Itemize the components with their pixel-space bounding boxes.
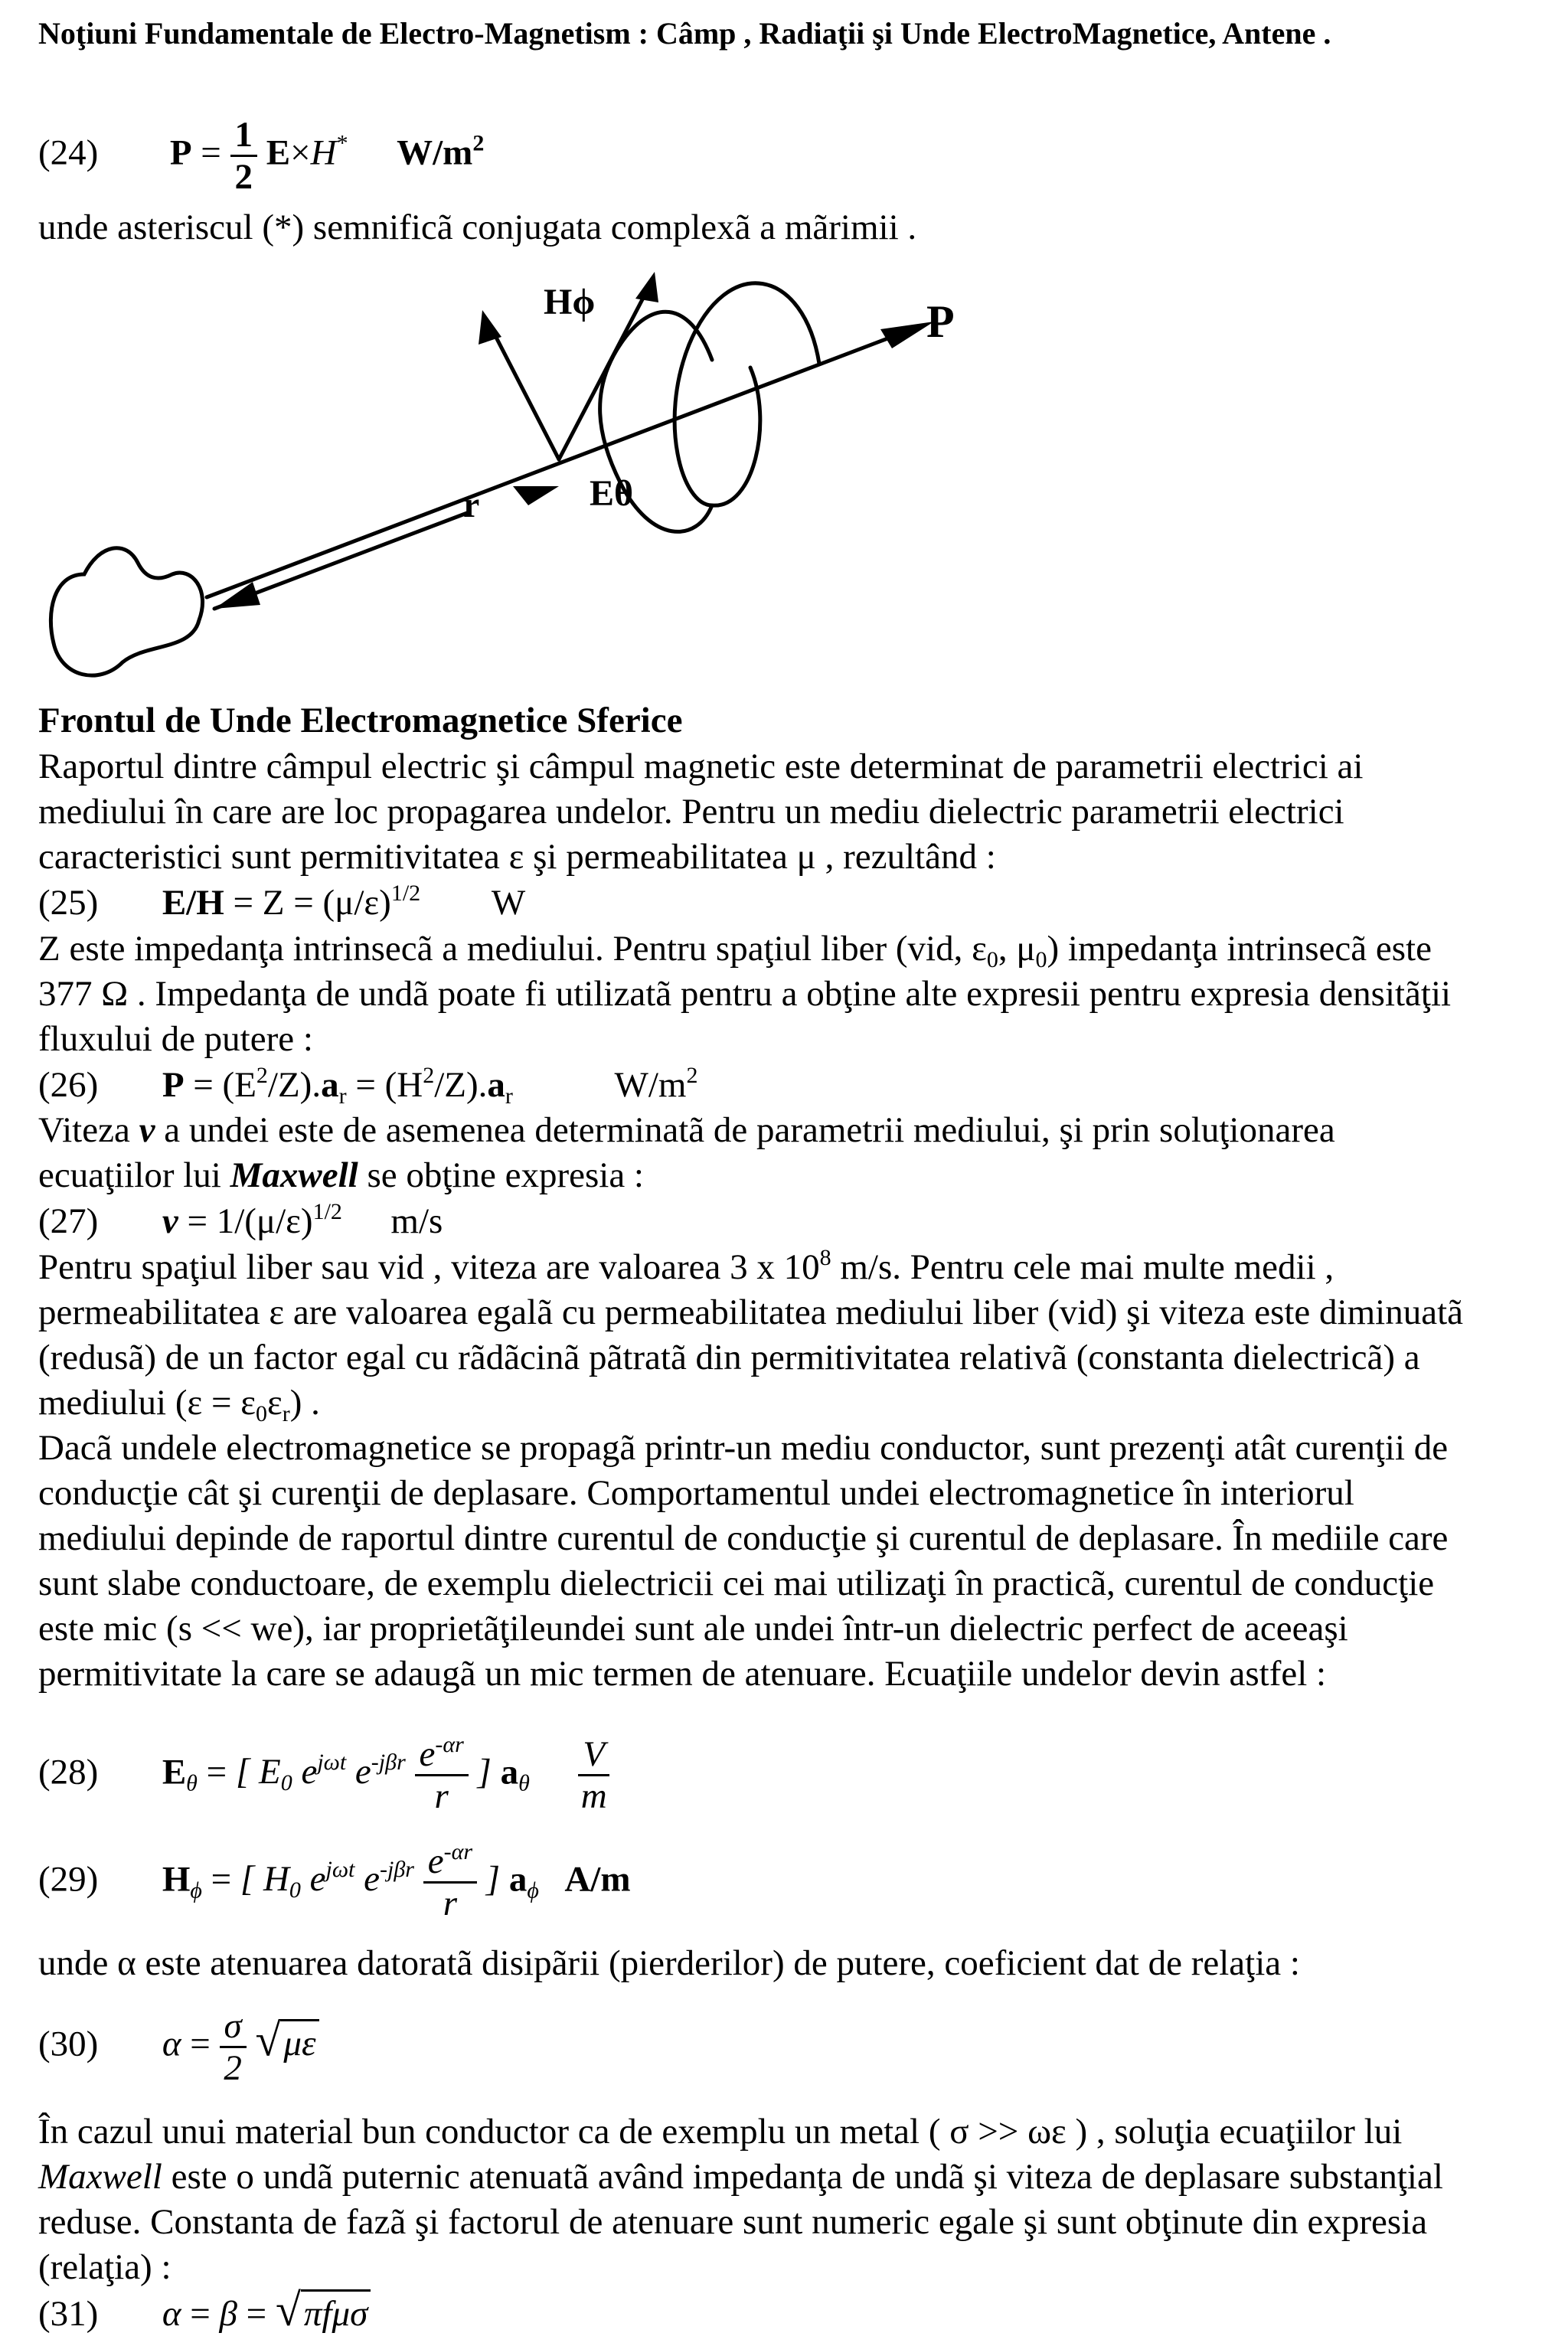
para7-line2: Maxwell este o undã puternic atenuatã având impedanţa de undã şi viteza de deplasare substanţial — [38, 2157, 1443, 2197]
equation-31: (31) α = β = √πfμσ — [38, 2288, 371, 2337]
note-24: unde asteriscul (*) semnificã conjugata complexã a mãrimii . — [38, 207, 917, 247]
para7-line4: (relaţia) : — [38, 2247, 172, 2287]
equation-26: (26) $P = (E^2/Z).a_r = (H^2/Z).a_r$ $W/m^2$ — [38, 1063, 698, 1109]
para3-line2: ecuaţiilor lui Maxwell se obţine expresia : — [38, 1155, 644, 1195]
para1-line3: caracteristici sunt permitivitatea ε şi permeabilitatea μ , rezultând : — [38, 837, 996, 877]
em-wave-figure — [38, 253, 1003, 697]
eq-lhs: P — [169, 132, 192, 173]
para2-line2: 377 Ω . Impedanţa de undã poate fi utilizatã pentru a obţine alte expresii pentru expresia densitãţii — [38, 974, 1452, 1014]
page-header: Noţiuni Fundamentale de Electro-Magnetism : Câmp , Radiaţii şi Unde ElectroMagnetice, Antene . — [38, 16, 1331, 51]
para7-line1: În cazul unui material bun conductor ca de exemplu un metal ( σ >> ωε ) , soluţia ecuaţiilor lui — [38, 2112, 1403, 2152]
equation-25: (25) $E/H = Z = (\mu/\varepsilon)^{1/2}$ W — [38, 881, 526, 923]
fraction: $\frac{e^{-\alpha r}}{r}$ — [415, 1734, 469, 1816]
fraction: $\frac{\sigma}{2}$ — [220, 2006, 247, 2088]
para4-line4: mediului $(\varepsilon = \varepsilon_0\varepsilon_r)$ . — [38, 1383, 320, 1426]
label-h-phi: Hϕ — [544, 282, 596, 322]
equation-29: (29) $H_\phi$ = [ $H_0$ $e^{j\omega t}$ $e^{-j\beta r}$ $\frac{e^{-\alpha r}}{r}$ ] $a_\phi$ A/m — [38, 1839, 631, 1923]
para5-line3: mediului depinde de raportul dintre curentul de conducţie şi curentul de deplasare. În mediile care — [38, 1518, 1449, 1558]
para5-line2: conducţie cât şi curenţii de deplasare. Comportamentul undei electromagnetice în interiorul — [38, 1473, 1354, 1513]
para4-line2: permeabilitatea ε are valoarea egalã cu permeabilitatea mediului liber (vid) şi viteza este diminuatã — [38, 1292, 1463, 1332]
label-e-theta: Eθ — [590, 473, 634, 514]
para4-line3: (redusã) de un factor egal cu rãdãcinã pãtratã din permitivitatea relativã (constanta dielectricã) a — [38, 1338, 1420, 1377]
para1-line2: mediului în care are loc propagarea undelor. Pentru un mediu dielectric parametrii electrici — [38, 792, 1344, 832]
para4-line1: Pentru spaţiul liber sau vid , viteza are valoarea 3 x $10^8$ m/s. Pentru cele mai multe medii , — [38, 1245, 1334, 1287]
para5-line1: Dacã undele electromagnetice se propagã printr-un mediu conductor, sunt prezenţi atât curenţii de — [38, 1428, 1449, 1468]
unit-fraction: $\frac{V}{m}$ — [578, 1734, 609, 1816]
para6: unde α este atenuarea datoratã disipãrii (pierderilor) de putere, coeficient dat de relaţia : — [38, 1943, 1300, 1983]
para5-line6: permitivitate la care se adaugã un mic termen de atenuare. Ecuaţiile undelor devin astfel : — [38, 1654, 1327, 1694]
fraction: $\frac{e^{-\alpha r}}{r}$ — [423, 1841, 477, 1923]
label-p: P — [926, 296, 955, 347]
para7-line3: reduse. Constanta de fazã şi factorul de atenuare sunt numeric egale şi sunt obţinute din expresia — [38, 2202, 1428, 2242]
fraction: $\frac{1}{2}$ — [230, 115, 258, 197]
eq-number: (24) — [38, 132, 99, 173]
equation-27: (27) $v = 1/(\mu/\varepsilon)^{1/2}$ m/s — [38, 1199, 443, 1241]
para5-line5: este mic (s << we), iar proprietãţileundei sunt ale undei într-un dielectric perfect de aceeaşi — [38, 1609, 1348, 1648]
para2-line3: fluxului de putere : — [38, 1019, 313, 1059]
para3-line1: Viteza v a undei este de asemenea determinatã de parametrii mediului, şi prin soluţionarea — [38, 1110, 1335, 1150]
section-title: Frontul de Unde Electromagnetice Sferice — [38, 701, 683, 740]
equation-28: (28) $E_\theta$ = [ $E_0$ $e^{j\omega t}$ $e^{-j\beta r}$ $\frac{e^{-\alpha r}}{r}$ ] $a_\theta$ $\frac{V}{m}$ — [38, 1734, 609, 1816]
equation-24: (24) P = $\frac{1}{2}$ E×H* $W/m^2$ — [38, 115, 485, 197]
para5-line4: sunt slabe conductoare, de exemplu dielectricii cei mai utilizaţi în practicã, curentul de conducţie — [38, 1563, 1435, 1603]
label-r: r — [463, 485, 480, 525]
para1-line1: Raportul dintre câmpul electric şi câmpul magnetic este determinat de parametrii electrici ai — [38, 747, 1364, 786]
equation-30: (30) α = $\frac{\sigma}{2}$ √με — [38, 2006, 319, 2088]
para2-line1: Z este impedanţa intrinsecã a mediului. Pentru spaţiul liber (vid, $\varepsilon_0$, $\mu_0$) impedanţa intrinsecã este — [38, 929, 1432, 972]
